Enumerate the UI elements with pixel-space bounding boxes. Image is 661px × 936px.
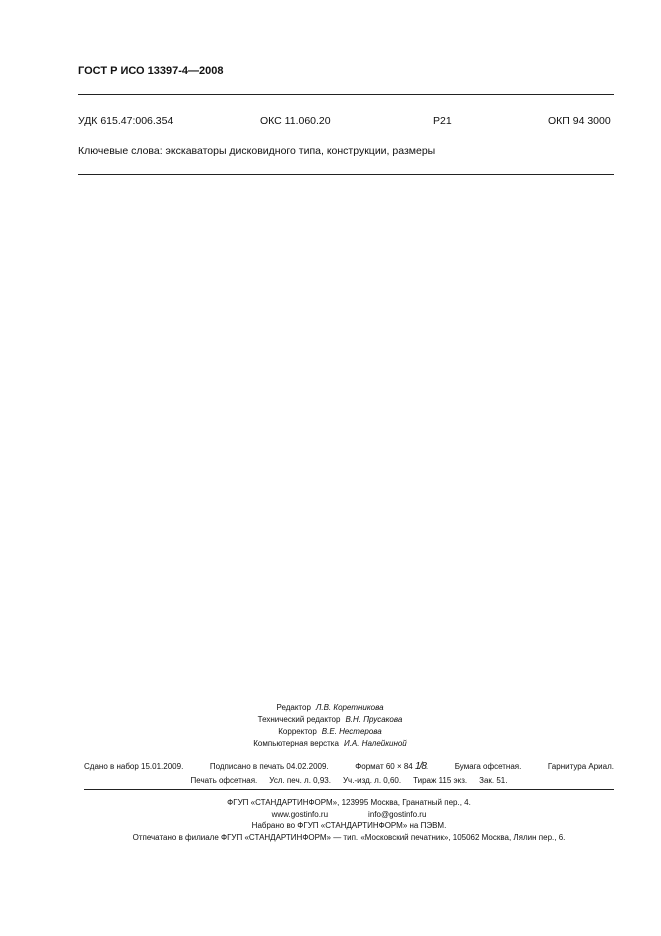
credit-name: В.Е. Нестерова bbox=[321, 727, 382, 736]
group-code: Р21 bbox=[433, 115, 452, 127]
signed-date: Подписано в печать 04.02.2009. bbox=[209, 762, 329, 771]
format-fraction: 1/8 bbox=[415, 761, 426, 772]
publisher-block bbox=[84, 797, 614, 843]
publisher-email[interactable]: info@gostinfo.ru bbox=[368, 809, 427, 819]
imprint-block bbox=[84, 760, 614, 788]
credit-role: Корректор bbox=[278, 727, 317, 736]
credit-layout bbox=[170, 738, 490, 750]
conventional-sheets: Усл. печ. л. 0,93. bbox=[269, 776, 331, 785]
typeface: Гарнитура Ариал. bbox=[547, 762, 614, 771]
publishing-sheets: Уч.-изд. л. 0,60. bbox=[342, 776, 402, 785]
credit-name: В.Н. Прусакова bbox=[345, 715, 403, 724]
credit-role: Компьютерная верстка bbox=[253, 739, 339, 748]
print-method: Печать офсетная. bbox=[190, 776, 258, 785]
credit-role: Редактор bbox=[276, 703, 311, 712]
print-format: Формат 60 × 84 1/8. bbox=[355, 761, 429, 772]
credit-role: Технический редактор bbox=[257, 715, 341, 724]
keywords: Ключевые слова: экскаваторы дисковидного типа, конструкции, размеры bbox=[78, 145, 436, 157]
publisher-website[interactable]: www.gostinfo.ru bbox=[271, 809, 329, 819]
top-divider bbox=[78, 94, 614, 95]
publisher-address: ФГУП «СТАНДАРТИНФОРМ», 123995 Москва, Гранатный пер., 4. bbox=[227, 798, 471, 807]
credit-tech-editor bbox=[170, 714, 490, 726]
credit-editor bbox=[170, 702, 490, 714]
printed-note: Отпечатано в филиале ФГУП «СТАНДАРТИНФОРМ» — тип. «Московский печатник», 105062 Москва, Лялин пер., 6. bbox=[132, 832, 566, 842]
imprint-divider bbox=[84, 789, 614, 790]
udk-code: УДК 615.47:006.354 bbox=[78, 115, 174, 127]
okp-code: ОКП 94 3000 bbox=[548, 115, 611, 127]
order-number: Зак. 51. bbox=[479, 776, 508, 785]
bottom-divider bbox=[78, 174, 614, 175]
oks-code: ОКС 11.060.20 bbox=[260, 115, 331, 127]
paper-type: Бумага офсетная. bbox=[454, 762, 522, 771]
credits-block bbox=[170, 702, 490, 750]
print-run: Тираж 115 экз. bbox=[413, 776, 468, 785]
typeset-note: Набрано во ФГУП «СТАНДАРТИНФОРМ» на ПЭВМ. bbox=[251, 821, 447, 830]
credit-name: Л.В. Коретникова bbox=[315, 703, 384, 712]
credit-proofreader bbox=[170, 726, 490, 738]
typeset-date: Сдано в набор 15.01.2009. bbox=[84, 762, 184, 771]
document-id: ГОСТ Р ИСО 13397-4—2008 bbox=[78, 65, 224, 77]
credit-name: И.А. Налейкиной bbox=[343, 739, 407, 748]
